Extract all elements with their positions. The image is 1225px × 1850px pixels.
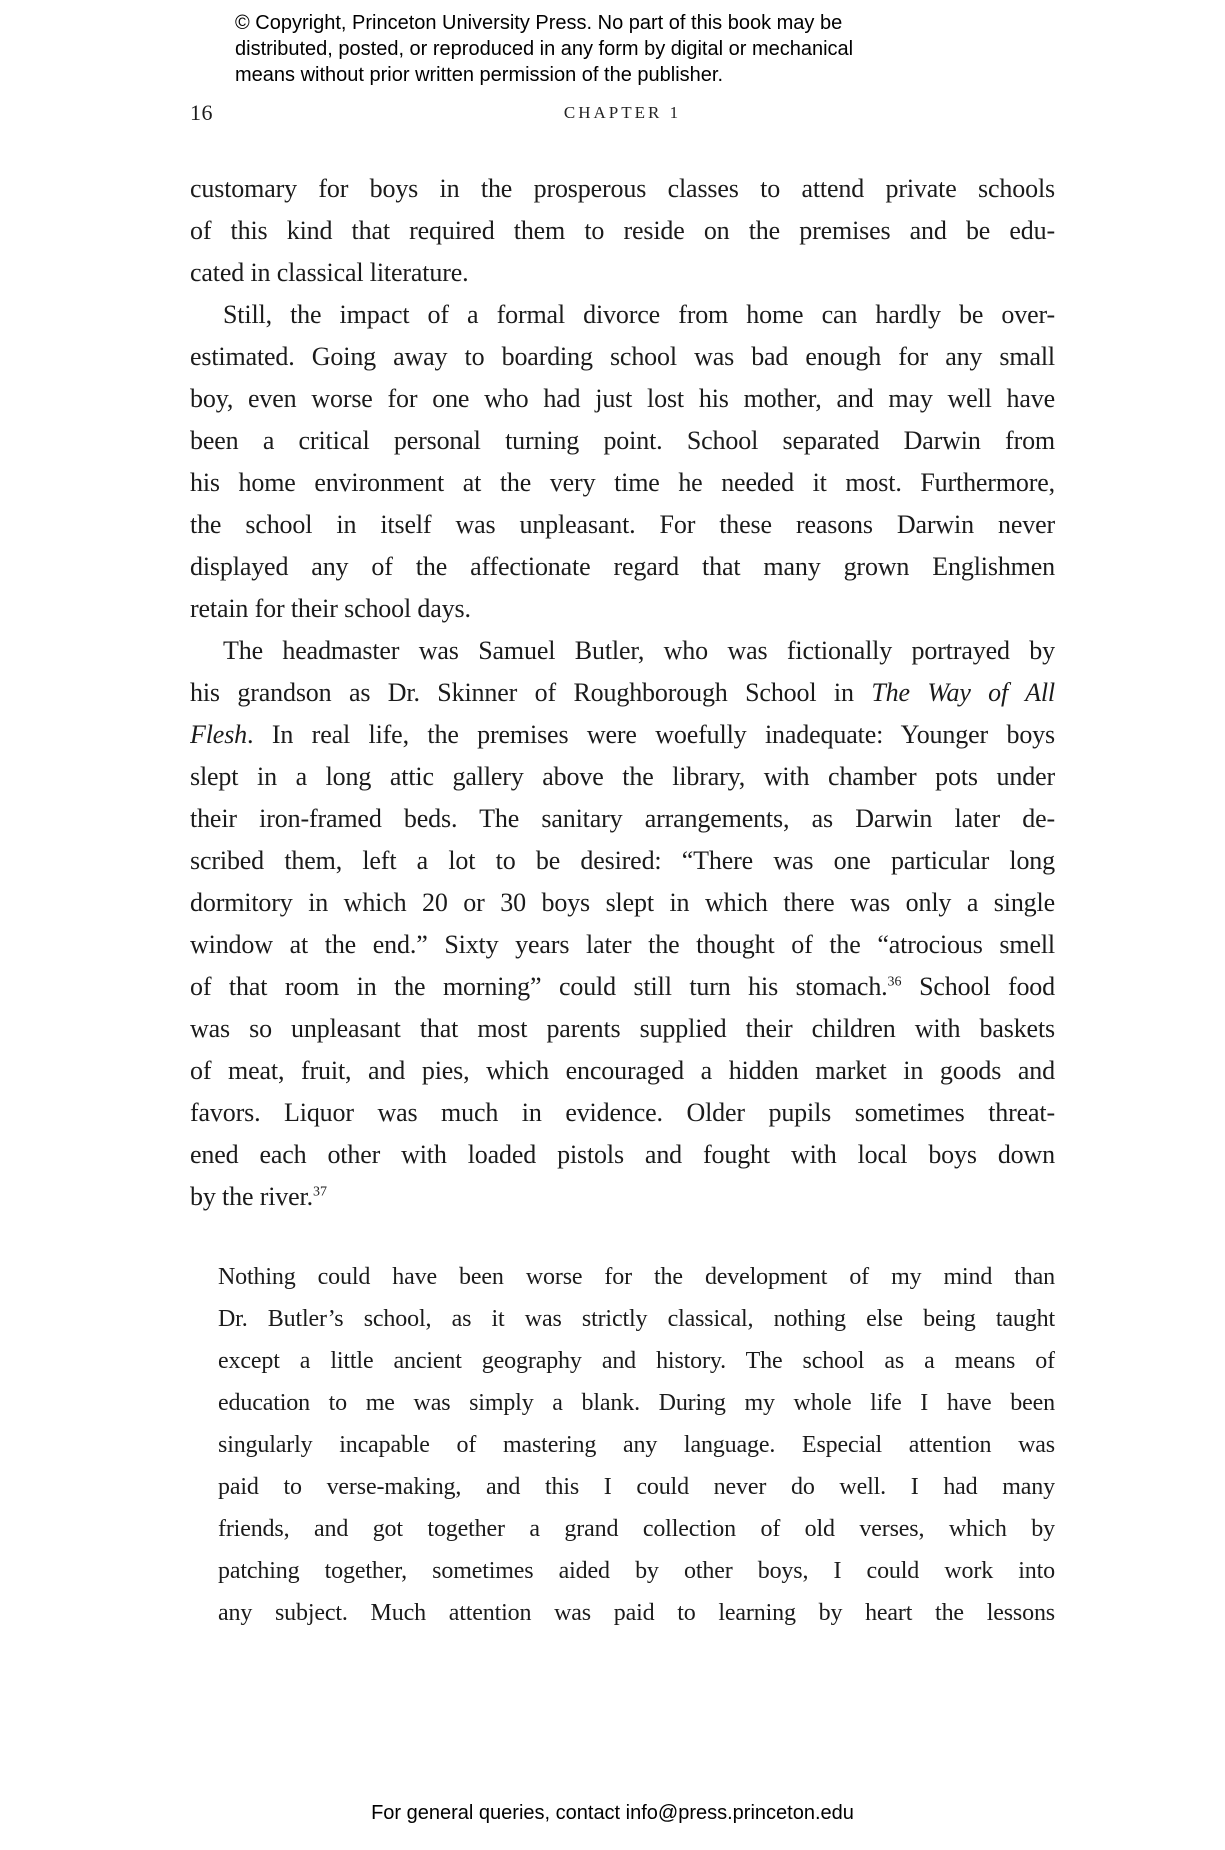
text-line: dormitory in which 20 or 30 boys slept in which there was only a single bbox=[190, 888, 1055, 917]
text-line: of this kind that required them to reside on the premises and be edu- bbox=[190, 216, 1055, 245]
text-line: The headmaster was Samuel Butler, who was fictionally portrayed by bbox=[223, 636, 1055, 665]
copyright-line: means without prior written permission of the publisher. bbox=[235, 64, 724, 86]
text-line: cated in classical literature. bbox=[190, 258, 469, 287]
text-line: window at the end.” Sixty years later the thought of the “atrocious smell bbox=[190, 930, 1055, 959]
text-line: favors. Liquor was much in evidence. Older pupils sometimes threat- bbox=[190, 1098, 1055, 1127]
text-line: his home environment at the very time he needed it most. Furthermore, bbox=[190, 468, 1055, 497]
text-line: their iron-framed beds. The sanitary arrangements, as Darwin later de- bbox=[190, 804, 1055, 833]
text-line: his grandson as Dr. Skinner of Roughborough School in The Way of All bbox=[190, 678, 1055, 707]
text-line: paid to verse-making, and this I could never do well. I had many bbox=[218, 1474, 1055, 1500]
text-line: by the river.$^{37}$ bbox=[190, 1182, 327, 1211]
text-line: education to me was simply a blank. During my whole life I have been bbox=[218, 1390, 1055, 1416]
text-line: singularly incapable of mastering any language. Especial attention was bbox=[218, 1432, 1055, 1458]
book-title-italic: The Way of All bbox=[871, 678, 1055, 707]
text-line: customary for boys in the prosperous classes to attend private schools bbox=[190, 174, 1055, 203]
copyright-line: © Copyright, Princeton University Press. No part of this book may be bbox=[235, 12, 843, 34]
text-line: Still, the impact of a formal divorce from home can hardly be over- bbox=[223, 300, 1055, 329]
text-line: slept in a long attic gallery above the library, with chamber pots under bbox=[190, 762, 1055, 791]
paragraph bbox=[190, 294, 1055, 630]
body-text bbox=[190, 168, 1055, 1218]
footnote-marker: 36 bbox=[887, 974, 902, 990]
text-line: Dr. Butler’s school, as it was strictly classical, nothing else being taught bbox=[218, 1306, 1055, 1332]
book-title-italic: Flesh bbox=[190, 720, 248, 749]
text-line: displayed any of the affectionate regard that many grown Englishmen bbox=[190, 552, 1055, 581]
copyright-line: distributed, posted, or reproduced in any form by digital or mechanical bbox=[235, 38, 854, 60]
footer-contact-line: For general queries, contact info@press.princeton.edu bbox=[371, 1802, 854, 1824]
text-line: the school in itself was unpleasant. For these reasons Darwin never bbox=[190, 510, 1055, 539]
text-line: any subject. Much attention was paid to learning by heart the lessons bbox=[218, 1600, 1055, 1626]
paragraph bbox=[190, 168, 1055, 294]
text-line: was so unpleasant that most parents supplied their children with baskets bbox=[190, 1014, 1055, 1043]
text-line: patching together, sometimes aided by other boys, I could work into bbox=[218, 1558, 1055, 1584]
text-line: ened each other with loaded pistols and fought with local boys down bbox=[190, 1140, 1055, 1169]
chapter-heading: CHAPTER 1 bbox=[563, 103, 682, 122]
text-line: retain for their school days. bbox=[190, 594, 471, 623]
text-line: Nothing could have been worse for the development of my mind than bbox=[218, 1264, 1055, 1290]
text-line: scribed them, left a lot to be desired: “There was one particular long bbox=[190, 846, 1055, 875]
text-line: of that room in the morning” could still turn his stomach.$^{36}$ School food bbox=[190, 972, 1055, 1001]
paragraph bbox=[190, 630, 1055, 1218]
running-head bbox=[190, 98, 1055, 132]
text-line: Flesh. In real life, the premises were woefully inadequate: Younger boys bbox=[190, 720, 1055, 749]
paragraph bbox=[218, 1256, 1055, 1634]
copyright-notice bbox=[235, 10, 853, 88]
text-line: except a little ancient geography and history. The school as a means of bbox=[218, 1348, 1055, 1374]
text-line: boy, even worse for one who had just lost his mother, and may well have bbox=[190, 384, 1055, 413]
text-line: of meat, fruit, and pies, which encouraged a hidden market in goods and bbox=[190, 1056, 1055, 1085]
page-number: 16 bbox=[190, 100, 213, 125]
text-line: friends, and got together a grand collection of old verses, which by bbox=[218, 1516, 1055, 1542]
footnote-marker: 37 bbox=[312, 1184, 327, 1200]
text-line: been a critical personal turning point. School separated Darwin from bbox=[190, 426, 1055, 455]
block-quote bbox=[218, 1256, 1055, 1634]
text-line: estimated. Going away to boarding school was bad enough for any small bbox=[190, 342, 1055, 371]
